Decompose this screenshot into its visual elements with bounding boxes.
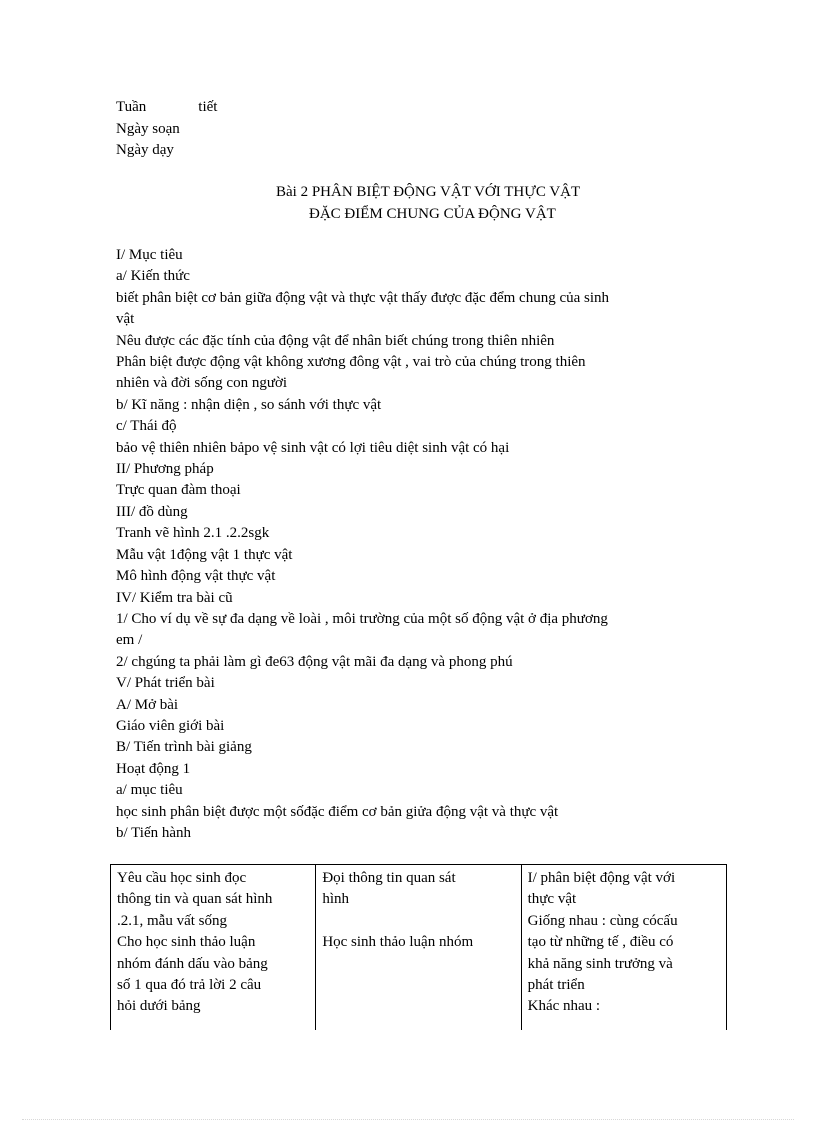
- cell-line: số 1 qua đó trả lời 2 câu: [117, 977, 262, 994]
- body-line: c/ Thái độ: [116, 418, 177, 435]
- lesson-body: [116, 245, 726, 844]
- body-line: Nêu được các đặc tính của động vật để nhân biết chúng trong thiên nhiên: [116, 332, 555, 349]
- body-line: học sinh phân biệt được một sốđặc điểm cơ bản giửa động vật và thực vật: [116, 803, 559, 820]
- body-line: Tranh vẽ hình 2.1 .2.2sgk: [116, 525, 270, 542]
- cell-line: hình: [322, 891, 349, 908]
- body-line: Mô hình động vật thực vật: [116, 568, 276, 585]
- body-line: B/ Tiến trình bài giảng: [116, 739, 252, 756]
- body-line: II/ Phương pháp: [116, 461, 214, 478]
- cell-line: tạo từ những tế , điều có: [527, 934, 674, 951]
- body-line: Phân biệt được động vật không xương đông vật , vai trò của chúng trong thiên: [116, 354, 586, 371]
- body-line: Trực quan đàm thoại: [116, 482, 241, 499]
- cell-line: I/ phân biệt động vật với: [527, 870, 676, 886]
- body-line: biết phân biệt cơ bản giữa động vật và thực vật thấy được đặc đểm chung của sinh: [116, 289, 610, 306]
- cell-line: .2.1, mẫu vất sống: [117, 912, 227, 929]
- cell-line: Yêu cầu học sinh đọc: [117, 870, 247, 886]
- cell-line: Khác nhau :: [527, 998, 601, 1015]
- teacher-activity-cell: [111, 865, 316, 1031]
- cell-line: thực vật: [527, 891, 577, 908]
- body-line: b/ Kĩ năng : nhận diện , so sánh với thực vật: [116, 396, 382, 413]
- content-cell: [521, 865, 726, 1031]
- table-row: [111, 865, 727, 1031]
- cell-line: Đọi thông tin quan sát: [322, 870, 456, 886]
- week-row: [116, 97, 217, 119]
- cell-line: hỏi dưới bảng: [117, 998, 201, 1015]
- cell-line: nhóm đánh dấu vào bảng: [117, 955, 268, 972]
- lesson-title: [116, 181, 806, 225]
- body-line: nhiên và đời sống con người: [116, 375, 288, 392]
- title-line-2: ĐẶC ĐIỂM CHUNG CỦA ĐỘNG VẬT: [309, 206, 556, 222]
- cell-line: Giống nhau : cùng cócấu: [527, 912, 678, 929]
- prep-date-label: Ngày soạn: [116, 120, 180, 137]
- body-line: I/ Mục tiêu: [116, 247, 183, 263]
- week-label: Tuần: [116, 99, 147, 115]
- body-line: em /: [116, 632, 143, 649]
- body-line: III/ đồ dùng: [116, 503, 188, 520]
- cell-spacer: [322, 911, 514, 932]
- body-line: A/ Mở bài: [116, 696, 179, 713]
- body-line: vật: [116, 311, 135, 328]
- body-line: 1/ Cho ví dụ về sự đa dạng về loài , môi trường của một số động vật ở địa phương: [116, 610, 608, 627]
- body-line: Giáo viên giới bài: [116, 717, 225, 734]
- period-label: tiết: [198, 99, 218, 115]
- page-bottom-rule: [22, 1119, 794, 1120]
- body-line: IV/ Kiểm tra bài cũ: [116, 589, 233, 606]
- cell-line: Cho học sinh thảo luận: [117, 934, 256, 951]
- cell-line: khả năng sinh trưởng và: [527, 955, 673, 972]
- title-line-1: Bài 2 PHÂN BIỆT ĐỘNG VẬT VỚI THỰC VẬT: [276, 184, 581, 200]
- body-line: a/ mục tiêu: [116, 782, 183, 799]
- body-line: a/ Kiến thức: [116, 268, 190, 285]
- cell-line: Học sinh thảo luận nhóm: [322, 934, 474, 951]
- body-line: 2/ chgúng ta phải làm gì đe63 động vật mãi đa dạng và phong phú: [116, 653, 513, 670]
- body-line: Hoạt động 1: [116, 760, 191, 777]
- body-line: b/ Tiến hành: [116, 824, 192, 841]
- body-line: bảo vệ thiên nhiên bảpo vệ sinh vật có lợi tiêu diệt sinh vật có hại: [116, 439, 510, 456]
- body-line: Mẫu vật 1động vật 1 thực vật: [116, 546, 293, 563]
- student-activity-cell: [316, 865, 521, 1031]
- teach-date-label: Ngày dạy: [116, 142, 174, 158]
- body-line: V/ Phát triển bài: [116, 675, 215, 692]
- activity-table: [110, 864, 727, 1030]
- cell-line: phát triển: [527, 977, 585, 994]
- lesson-header: [116, 97, 217, 162]
- cell-line: thông tin và quan sát hình: [117, 891, 273, 908]
